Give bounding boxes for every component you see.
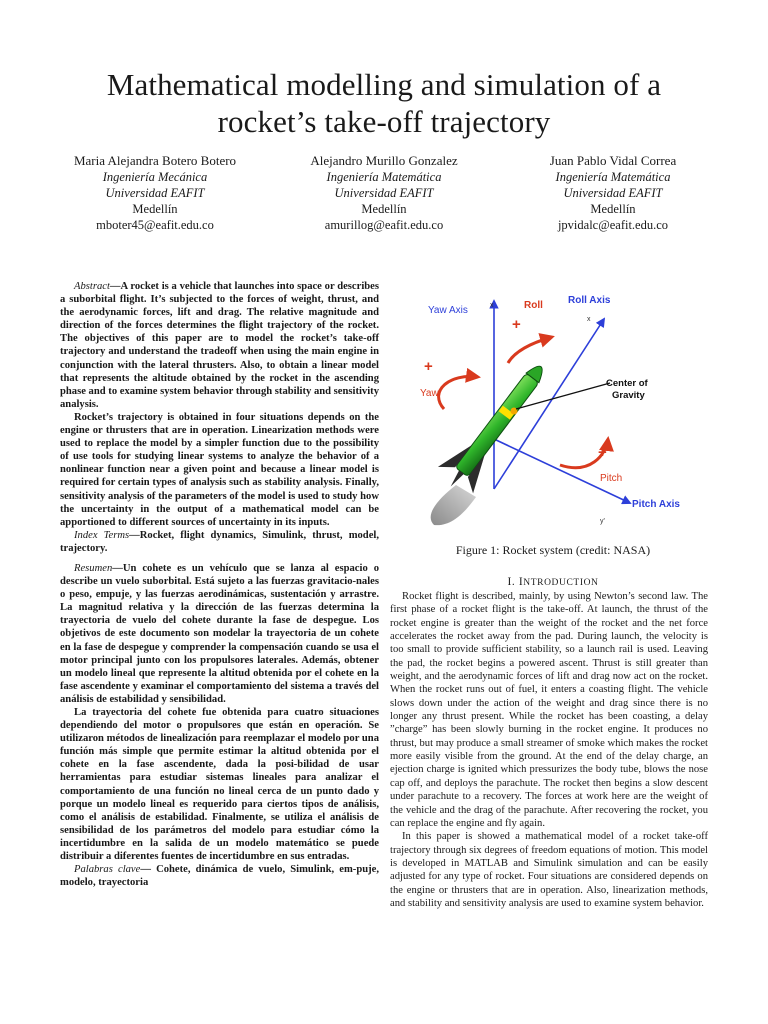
plus-roll: + [512,316,521,333]
author-dept: Ingeniería Mecánica [102,170,208,184]
section-number: I. [507,576,516,588]
abstract-label: Abstract [74,281,110,292]
intro-paragraph-1: Rocket flight is described, mainly, by using Newton’s second law. The first phase of a rocket flight is the take-off. At launch, the thrust of the rocket engine is greater than the weight of the rocket and the net force accelerates the rocket away from the pad. During launch, the velocity is too small to provide sufficient stability, so a launch rail is used. Leaving the pad, the rocket begins a powered ascent. Thrust is still greater than weight, and the aerodynamic forces of lift and drag now act on the rocket. When the rocket runs out of fuel, it enters a coasting flight. The vehicle slows down under the action of the weight and drag since there is no longer any thrust present. While the rocket has been coasting, a delay ”charge” has been slowly burning in the rocket engine. It produces no thrust, but may produce a small streamer of smoke which makes the rocket more easily visible from the ground. At the end of the delay charge, an ejection charge is ignited which pressurizes the body tube, blows the nose cap off, and deploys the parachute. The rocket then begins a slow descent under parachute to a recovery. The forces at work here are the weight of the vehicle and the drag of the parachute. After recovering the rocket, you can replace the engine and fly again. [390,591,708,829]
figure-caption: Figure 1: Rocket system (credit: NASA) [455,543,651,557]
index-terms-label: Index Terms [74,529,130,541]
palabras-clave-label: Palabras clave [74,864,141,876]
palabras-clave: Palabras clave— Cohete, dinámica de vuelo, Simulink, em-puje, modelo, trayectoria [60,864,379,889]
label-pitch-axis: Pitch Axis [632,499,680,510]
author-city: Medellín [361,202,407,216]
author-univ: Universidad EAFIT [105,186,205,200]
resumen-label: Resumen [74,562,113,574]
author-2 [269,153,499,233]
label-roll: Roll [524,300,543,311]
author-email: amurillog@eafit.edu.co [324,218,444,232]
right-column [390,590,708,910]
author-dept: Ingeniería Matemática [326,170,442,184]
index-terms-text: Rocket, flight dynamics, Simulink, thrust, model, trajectory. [60,529,379,554]
author-dept: Ingeniería Matemática [555,170,671,184]
palabras-clave-text: Cohete, dinámica de vuelo, Simulink, em-puje, modelo, trayectoria [60,864,379,889]
label-y: y' [600,518,605,525]
abstract-paragraph-2: Rocket’s trajectory is obtained in four situations depends on the engine or thrusters that are in operation. Linearization methods were used to replace the model by a simpler function due to the possibility of use tools for studying linear systems to analyze the behavior of a nonlinear function near a given point and because a linear model is required for certain types of analysis such as stability analysis. Finally, sensitivity analysis of the parameters of the model is used to study how the uncertainty in the output of a mathematical model can be apportioned to different sources of uncertainty in its inputs. [60,411,379,528]
author-city: Medellín [590,202,636,216]
resumen-text-1: Un cohete es un vehículo que se lanza al espacio o describe un vuelo suborbital. Está sujeto a las fuerzas gravitacio-nales o peso, empuje, y las fuerzas aerodinámicas, sustentación y arrastre. La magnitud relativa y la dirección de las fuerzas determina la trayectoria de vuelo del cohete durante la fase de despegue. Los objetivos de este documento son modelar la trayectoria de un cohete en la fase de despegue y comprender la compensación cuando se usa el motor principal junto con los propulsores laterales. Además, obtener un modelo lineal que represente la altitud obtenida por el cohete en la fase ascendente y examinar el comportamiento del sistema a través del análisis de estabilidad y sensibilidad. [60,562,379,705]
index-terms: Index Terms—Rocket, flight dynamics, Simulink, thrust, model, trajectory. [60,529,379,554]
author-name: Alejandro Murillo Gonzalez [310,153,458,168]
left-column [60,280,379,889]
title-line-1: Mathematical modelling and simulation of a [106,67,662,102]
author-email: mboter45@eafit.edu.co [96,218,214,232]
title-line-2: rocket’s take-off trajectory [217,104,551,139]
author-3 [498,153,728,233]
author-name: Juan Pablo Vidal Correa [549,153,677,168]
label-yaw: Yaw [420,388,439,399]
section-title-first: I [518,576,524,588]
author-city: Medellín [132,202,178,216]
resumen-paragraph-1: Resumen—Un cohete es un vehículo que se lanza al espacio o describe un vuelo suborbital. Está sujeto a las fuerzas gravitacio-nales o peso, empuje, y las fuerzas aerodinámicas, sustentación y arrastre. La magnitud relativa y la dirección de las fuerzas determina la trayectoria de vuelo del cohete durante la fase de despegue. Los objetivos de este documento son modelar la trayectoria de un cohete en la fase de despegue y comprender la compensación cuando se usa el motor principal junto con los propulsores laterales. Además, obtener un modelo lineal que represente la altitud obtenida por el cohete en la fase ascendente y examinar el comportamiento del sistema a través del análisis de estabilidad y sensibilidad. [60,562,379,705]
section-heading [398,576,708,588]
abstract-text-1: A rocket is a vehicle that launches into space or describes a suborbital flight. It’s subjected to the forces of weight, thrust, and the aerodynamic forces, lift and drag. The relative magnitude and direction of the forces determines the flight trajectory of the rocket. The objectives of this paper are to model the rocket’s take-off trajectory and understand the tradeoff when using the main engine in conjunction with the lateral thrusters. Also, to obtain a linear model that represents the altitude obtained by the rocket in the ascending phase and to examine system behavior through stability and sensitivity analysis. [60,281,379,410]
label-yaw-axis: Yaw Axis [428,305,468,316]
resumen-paragraph-2: La trayectoria del cohete fue obtenida para cuatro situaciones dependiendo del motor o propulsores que están en operación. Se utilizaron métodos de linealización para reemplazar el modelo por una función más simple que permite estimar la altitud obtenida por el cohete en la fase ascendente, dada la posi-bilidad de usar herramientas para estudiar sistemas lineales para analizar el comportamiento de una función no lineal cerca de un punto dado y porque un modelo lineal es requerido para ciertos tipos de análisis, como el análisis de estabilidad. Finalmente, se utiliza el análisis de sensibilidad de los parámetros del modelo para estudiar cómo la incertidumbre en la salida de un modelo matemático se puede distribuir a diferentes fuentes de incertidumbre en sus entradas. [60,707,379,863]
rocket-system-figure [398,279,708,533]
label-roll-axis: Roll Axis [568,295,611,306]
label-pitch: Pitch [600,473,623,484]
author-1 [40,153,270,233]
plus-yaw: + [424,358,433,375]
intro-paragraph-2: In this paper is showed a mathematical model of a rocket take-off trajectory through six degrees of freedom equations of motion. This model is developed in MATLAB and Simulink simulation and can be easily adjusted for any type of rocket. Four situations are considered depends on the engine or thrusters that are in operation. Also, linearization methods, and stability and sensitivity analysis are used to examine system behavior. [390,831,708,909]
author-name: Maria Alejandra Botero Botero [73,153,237,168]
section-title-rest: NTRODUCTION [523,578,599,588]
author-univ: Universidad EAFIT [334,186,434,200]
label-gravity: Gravity [612,390,645,401]
label-x-top: x [490,302,494,309]
author-email: jpvidalc@eafit.edu.co [557,218,669,232]
paper-title [60,66,708,140]
label-x-roll: x [587,316,591,323]
abstract-paragraph-1: Abstract—A rocket is a vehicle that launches into space or describes a suborbital flight. It’s subjected to the forces of weight, thrust, and the aerodynamic forces, lift and drag. The relative magnitude and direction of the forces determines the flight trajectory of the rocket. The objectives of this paper are to model the rocket’s take-off trajectory and understand the tradeoff when using the main engine in conjunction with the lateral thrusters. Also, to obtain a linear model that represents the altitude obtained by the rocket in the ascending phase and to examine system behavior through stability and sensitivity analysis. [60,281,379,410]
author-univ: Universidad EAFIT [563,186,663,200]
label-center-of: Center of [606,378,648,389]
plus-pitch: + [598,444,607,461]
